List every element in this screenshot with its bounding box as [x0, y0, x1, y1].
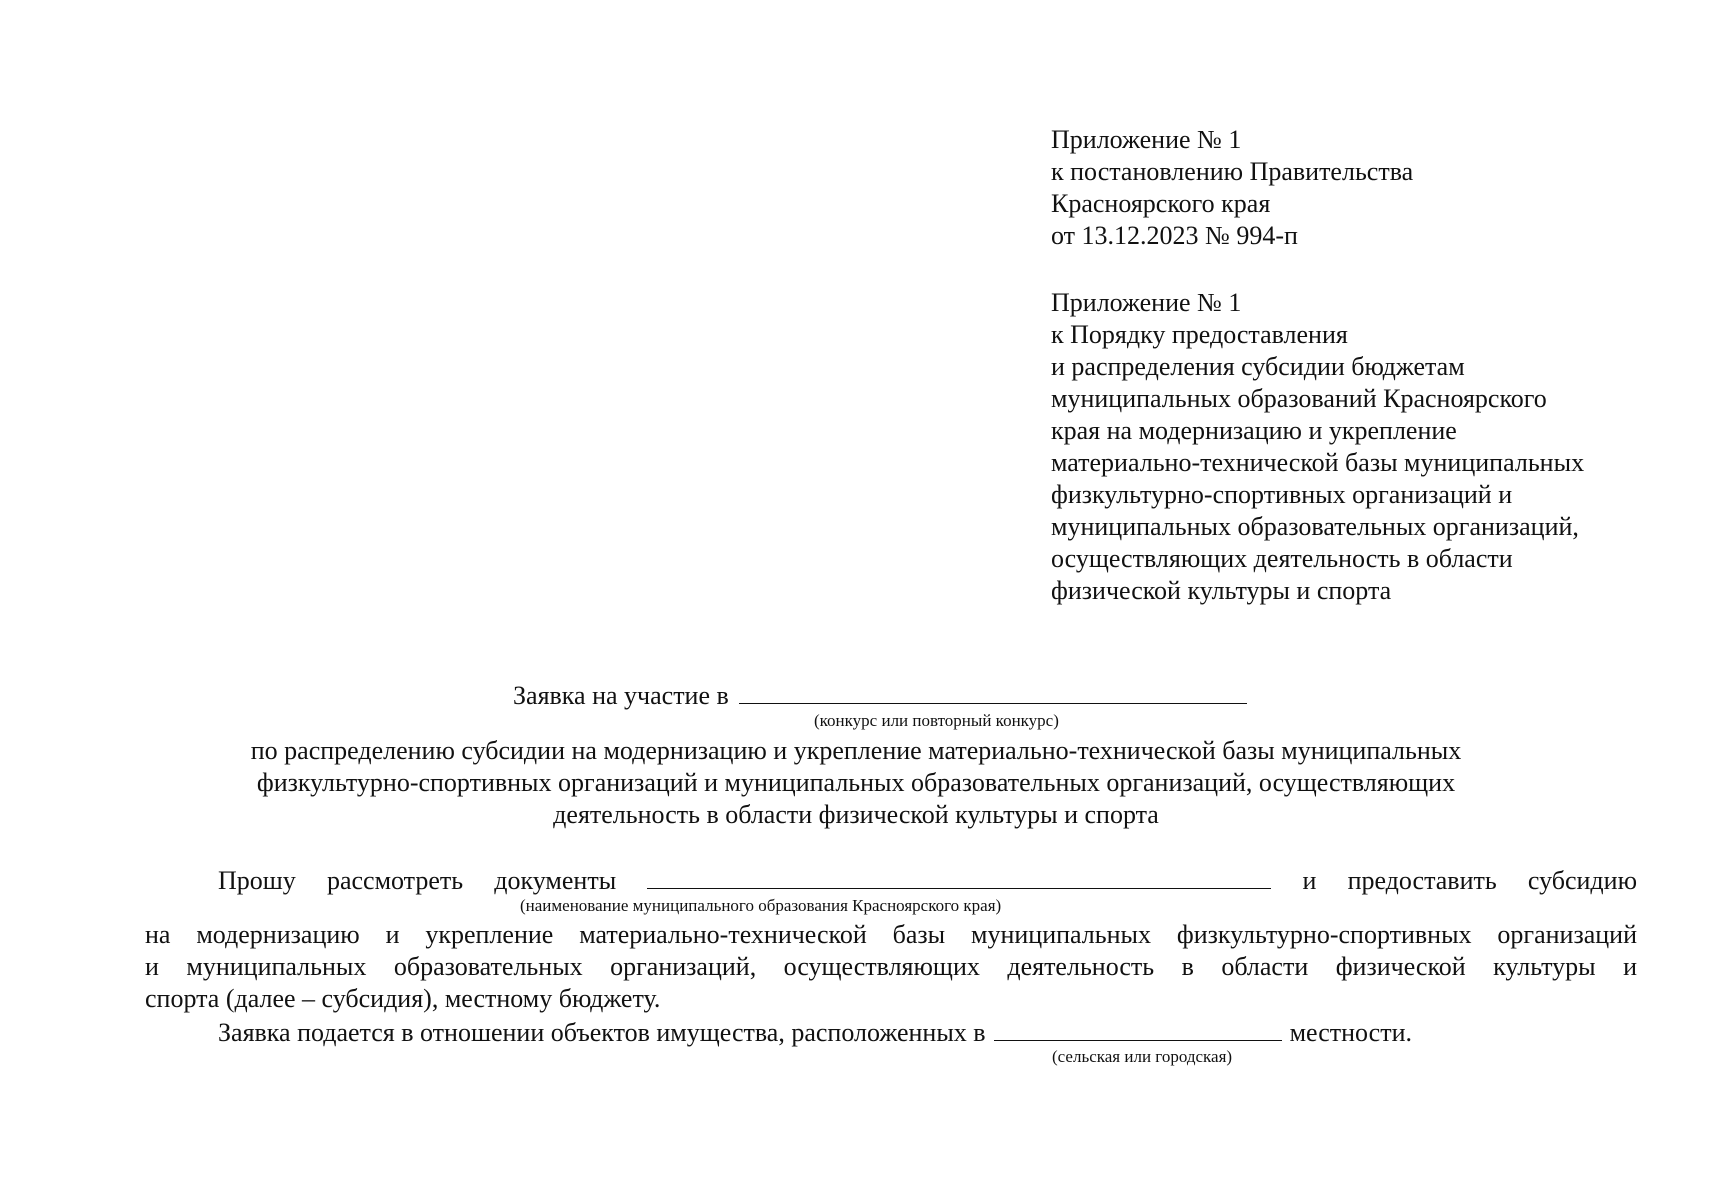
municipality-name-field[interactable]: [647, 864, 1271, 889]
request-word: и: [1302, 866, 1317, 895]
annex-line: к постановлению Правительства: [1051, 157, 1414, 186]
application-title: [513, 679, 1247, 712]
request-line: и муниципальных образовательных организаций, осуществляющих деятельность в области физической культуры и: [145, 952, 1637, 981]
annex-line: к Порядку предоставления: [1051, 320, 1348, 349]
annex-line: края на модернизацию и укрепление: [1051, 416, 1457, 445]
annex-line: физкультурно-спортивных организаций и: [1051, 480, 1513, 509]
competition-type-field[interactable]: [739, 679, 1247, 704]
annex-line: от 13.12.2023 № 994-п: [1051, 221, 1298, 250]
annex-line: муниципальных образовательных организаций,: [1051, 512, 1579, 541]
annex-line: осуществляющих деятельность в области: [1051, 544, 1513, 573]
request-word: предоставить: [1347, 866, 1497, 895]
request-word: документы: [494, 866, 617, 895]
request-line: на модернизацию и укрепление материально-технической базы муниципальных физкультурно-спортивных организаций: [145, 920, 1637, 949]
annex-line: и распределения субсидии бюджетам: [1051, 352, 1465, 381]
locality-type-caption: (сельская или городская): [1052, 1047, 1233, 1066]
request-line: спорта (далее – субсидия), местному бюджету.: [145, 984, 661, 1013]
competition-type-caption: (конкурс или повторный конкурс): [814, 711, 1059, 730]
request-word: Прошу: [218, 866, 296, 895]
annex-line: Красноярского края: [1051, 189, 1271, 218]
request-line: [218, 864, 1637, 897]
request-word: субсидию: [1527, 866, 1637, 895]
annex-line: Приложение № 1: [1051, 288, 1242, 317]
annex-line: материально-технической базы муниципальных: [1051, 448, 1585, 477]
application-subtitle-line: по распределению субсидии на модернизацию и укрепление материально-технической базы муниципальных: [250, 736, 1462, 765]
annex-line: физической культуры и спорта: [1051, 576, 1392, 605]
location-suffix: местности.: [1289, 1018, 1412, 1047]
annex-line: Приложение № 1: [1051, 125, 1242, 154]
location-prefix: Заявка подается в отношении объектов имущества, расположенных в: [218, 1018, 986, 1047]
locality-type-field[interactable]: [994, 1016, 1282, 1041]
request-word: рассмотреть: [326, 866, 464, 895]
annex-line: муниципальных образований Красноярского: [1051, 384, 1547, 413]
annex-to-resolution: [1051, 124, 1691, 252]
annex-to-order: [1051, 287, 1691, 607]
location-line: [218, 1016, 1412, 1049]
municipality-name-caption: (наименование муниципального образования Красноярского края): [520, 896, 1002, 915]
application-subtitle-line: деятельность в области физической культуры и спорта: [553, 800, 1159, 829]
application-title-prefix: Заявка на участие в: [513, 681, 729, 710]
application-subtitle-line: физкультурно-спортивных организаций и муниципальных образовательных организаций, осуществляющих: [256, 768, 1456, 797]
